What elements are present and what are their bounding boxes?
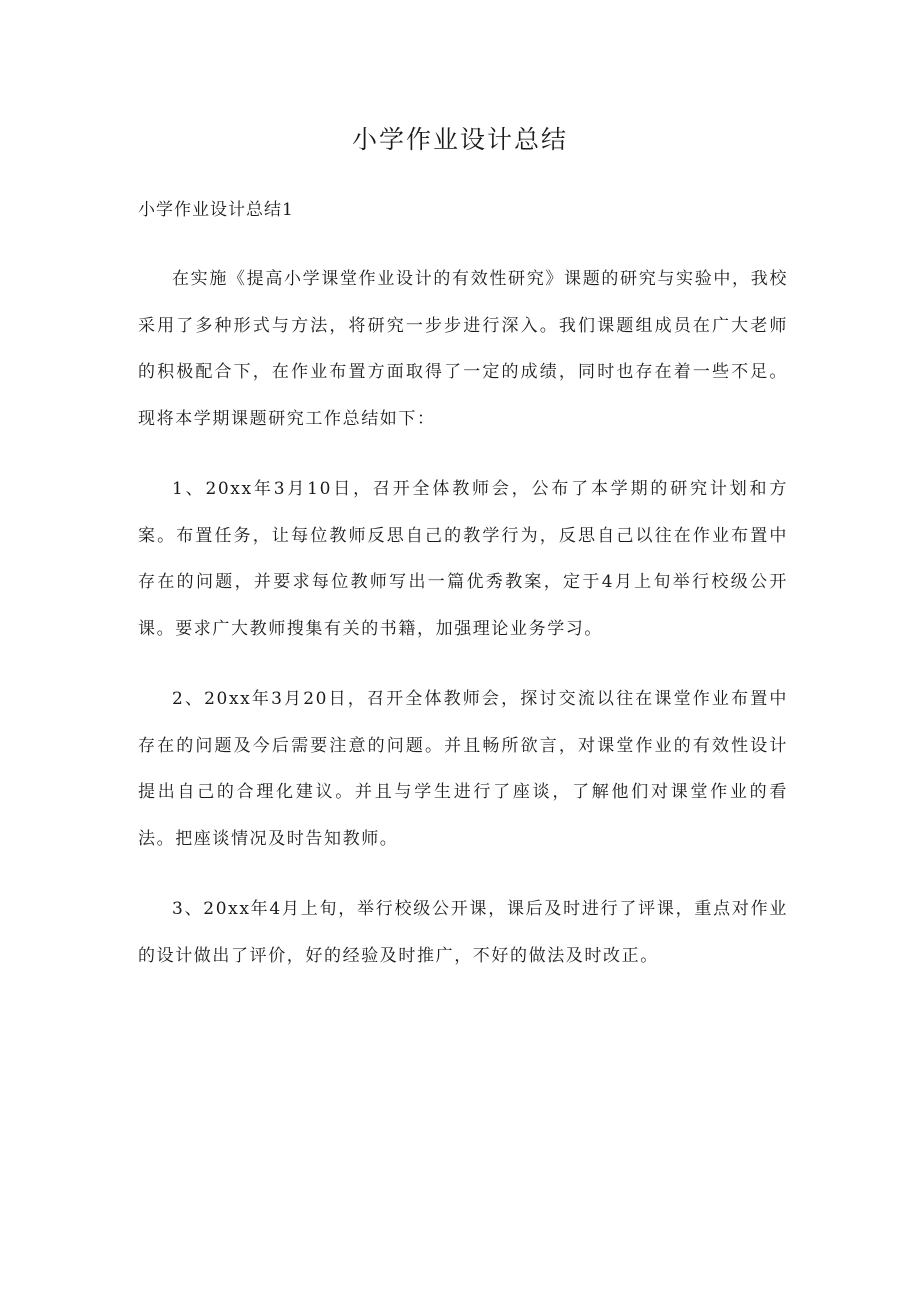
paragraph-item-2: 2、20xx年3月20日，召开全体教师会，探讨交流以往在课堂作业布置中存在的问题及今后需要注意的问题。并且畅所欲言，对课堂作业的有效性设计提出自己的合理化建议。并且与学生进行了座谈，了解他们对课堂作业的看法。把座谈情况及时告知教师。 (138, 689, 788, 849)
section-heading: 小学作业设计总结1 (138, 200, 294, 220)
paragraph-item-3: 3、20xx年4月上旬，举行校级公开课，课后及时进行了评课，重点对作业的设计做出了评价，好的经验及时推广，不好的做法及时改正。 (138, 899, 788, 966)
document-title: 小学作业设计总结 (351, 125, 568, 154)
paragraph-intro: 在实施《提高小学课堂作业设计的有效性研究》课题的研究与实验中，我校采用了多种形式与方法，将研究一步步进行深入。我们课题组成员在广大老师的积极配合下，在作业布置方面取得了一定的成绩，同时也存在着一些不足。现将本学期课题研究工作总结如下： (138, 269, 788, 429)
paragraph-item-1: 1、20xx年3月10日，召开全体教师会，公布了本学期的研究计划和方案。布置任务，让每位教师反思自己的教学行为，反思自己以往在作业布置中存在的问题，并要求每位教师写出一篇优秀教案，定于4月上旬举行校级公开课。要求广大教师搜集有关的书籍，加强理论业务学习。 (138, 479, 788, 639)
